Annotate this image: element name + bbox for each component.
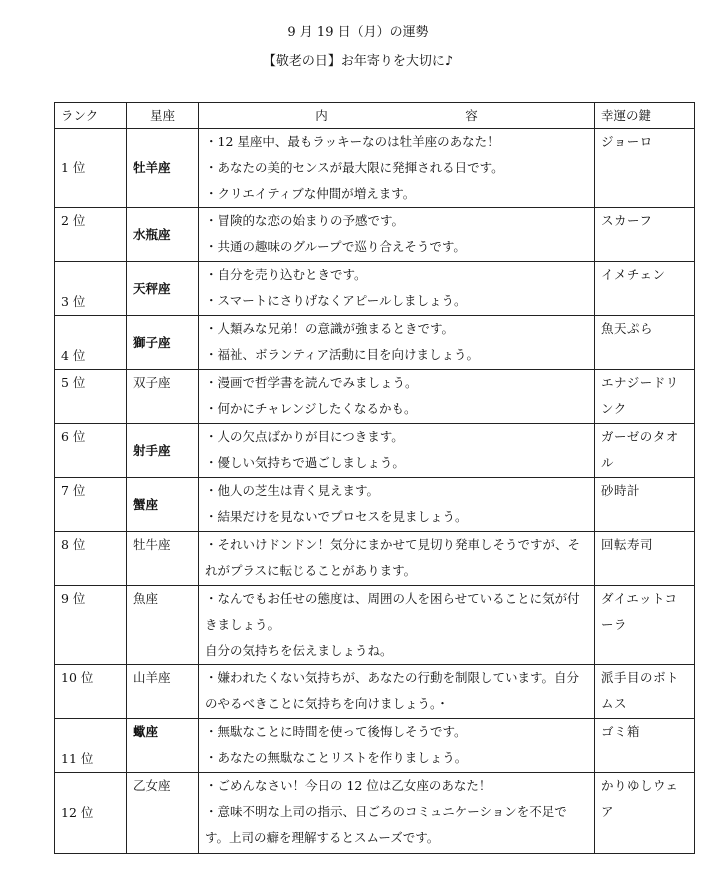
table-row [55, 370, 695, 424]
column-header-sign: 星座 [127, 103, 199, 129]
column-header-rank: ランク [55, 103, 127, 129]
sign-cell: 魚座 [127, 586, 199, 665]
table-row [55, 478, 695, 532]
content-cell [199, 719, 595, 773]
sign-cell: 天秤座 [127, 262, 199, 316]
lucky-key-cell: かりゆしウェア [595, 773, 695, 854]
table-row [55, 424, 695, 478]
sign-cell: 乙女座 [127, 773, 199, 854]
content-line: ・福祉、ボランティア活動に目を向けましょう。 [205, 347, 480, 362]
lucky-key-cell: エナジードリンク [595, 370, 695, 424]
content-line: ・人類みな兄弟！の意識が強まるときです。 [205, 321, 455, 336]
lucky-key-cell: ゴミ箱 [595, 719, 695, 773]
table-row [55, 665, 695, 719]
horoscope-table [54, 102, 695, 854]
content-line: ・12 星座中、最もラッキーなのは牡羊座のあなた！ [205, 134, 500, 149]
rank-cell: 9 位 [55, 586, 127, 665]
content-line: ・優しい気持ちで過ごしましょう。 [205, 455, 405, 470]
content-line: ・結果だけを見ないでプロセスを見ましょう。 [205, 509, 468, 524]
lucky-key-cell: 派手目のボトムス [595, 665, 695, 719]
sign-cell: 獅子座 [127, 316, 199, 370]
content-cell [199, 424, 595, 478]
table-row [55, 316, 695, 370]
page-title: 9 月 19 日（月）の運勢 [287, 25, 429, 40]
lucky-key-cell: ダイエットコーラ [595, 586, 695, 665]
rank-cell: 12 位 [55, 773, 127, 854]
content-text: ・意味不明な上司の指示、日ごろのコミュニケーションを不足です。上司の癖を理解するとスムーズです。 [205, 804, 567, 845]
content-text: ・嫌われたくない気持ちが、あなたの行動を制限しています。自分のやるべきことに気持ちを向けましょう。・ [205, 670, 580, 711]
content-line: ・ごめんなさい！今日の 12 位は乙女座のあなた！ [205, 778, 492, 793]
lucky-key-cell: イメチェン [595, 262, 695, 316]
sign-cell: 蠍座 [127, 719, 199, 773]
content-line: ・スマートにさりげなくアピールしましょう。 [205, 293, 467, 308]
sign-cell: 山羊座 [127, 665, 199, 719]
content-line: ・人の欠点ばかりが目につきます。 [205, 429, 404, 444]
sign-cell: 蟹座 [127, 478, 199, 532]
content-line: ・無駄なことに時間を使って後悔しそうです。 [205, 724, 467, 739]
table-row [55, 532, 695, 586]
lucky-key-cell: 砂時計 [595, 478, 695, 532]
column-header-content: 内 容 [199, 103, 595, 129]
sign-cell: 牡牛座 [127, 532, 199, 586]
page-subtitle: 【敬老の日】お年寄りを大切に♪ [262, 54, 454, 69]
content-cell [199, 129, 595, 208]
content-line: ・漫画で哲学書を読んでみましょう。 [205, 375, 418, 390]
table-row [55, 719, 695, 773]
content-line: ・他人の芝生は青く見えます。 [205, 483, 380, 498]
table-row [55, 773, 695, 854]
rank-cell: 4 位 [55, 316, 127, 370]
content-cell [199, 665, 595, 719]
content-cell [199, 478, 595, 532]
rank-cell: 8 位 [55, 532, 127, 586]
content-line: ・あなたの無駄なことリストを作りましょう。 [205, 750, 468, 765]
content-line: ・自分を売り込むときです。 [205, 267, 367, 282]
content-cell [199, 773, 595, 854]
content-line: ・あなたの美的センスが最大限に発揮される日です。 [205, 160, 504, 175]
content-cell [199, 370, 595, 424]
rank-cell: 10 位 [55, 665, 127, 719]
table-row [55, 208, 695, 262]
sign-cell: 射手座 [127, 424, 199, 478]
table-header-row [55, 103, 695, 129]
rank-cell: 5 位 [55, 370, 127, 424]
content-line: ・共通の趣味のグループで巡り合えそうです。 [205, 239, 466, 254]
column-header-lucky-key: 幸運の鍵 [595, 103, 695, 129]
content-cell [199, 586, 595, 665]
table-row [55, 262, 695, 316]
rank-cell: 6 位 [55, 424, 127, 478]
rank-cell: 3 位 [55, 262, 127, 316]
lucky-key-cell: ジョーロ [595, 129, 695, 208]
sign-cell: 水瓶座 [127, 208, 199, 262]
table-row [55, 129, 695, 208]
content-cell [199, 316, 595, 370]
lucky-key-cell: ガーゼのタオル [595, 424, 695, 478]
content-text: ・なんでもお任せの態度は、周囲の人を困らせていることに気が付きましょう。 [205, 591, 580, 632]
content-text: ・それいけドンドン！気分にまかせて見切り発車しそうですが、それがプラスに転じることがあります。 [205, 537, 581, 578]
content-cell [199, 208, 595, 262]
content-line: 自分の気持ちを伝えましょうね。 [205, 643, 393, 658]
rank-cell: 2 位 [55, 208, 127, 262]
content-cell [199, 262, 595, 316]
content-line: ・クリエイティブな仲間が増えます。 [205, 186, 416, 201]
rank-cell: 1 位 [55, 129, 127, 208]
rank-cell: 7 位 [55, 478, 127, 532]
rank-cell: 11 位 [55, 719, 127, 773]
lucky-key-cell: 魚天ぷら [595, 316, 695, 370]
content-line: ・何かにチャレンジしたくなるかも。 [205, 401, 417, 416]
lucky-key-cell: 回転寿司 [595, 532, 695, 586]
sign-cell: 双子座 [127, 370, 199, 424]
content-line: ・冒険的な恋の始まりの予感です。 [205, 213, 405, 228]
lucky-key-cell: スカーフ [595, 208, 695, 262]
table-row [55, 586, 695, 665]
sign-cell: 牡羊座 [127, 129, 199, 208]
content-cell [199, 532, 595, 586]
